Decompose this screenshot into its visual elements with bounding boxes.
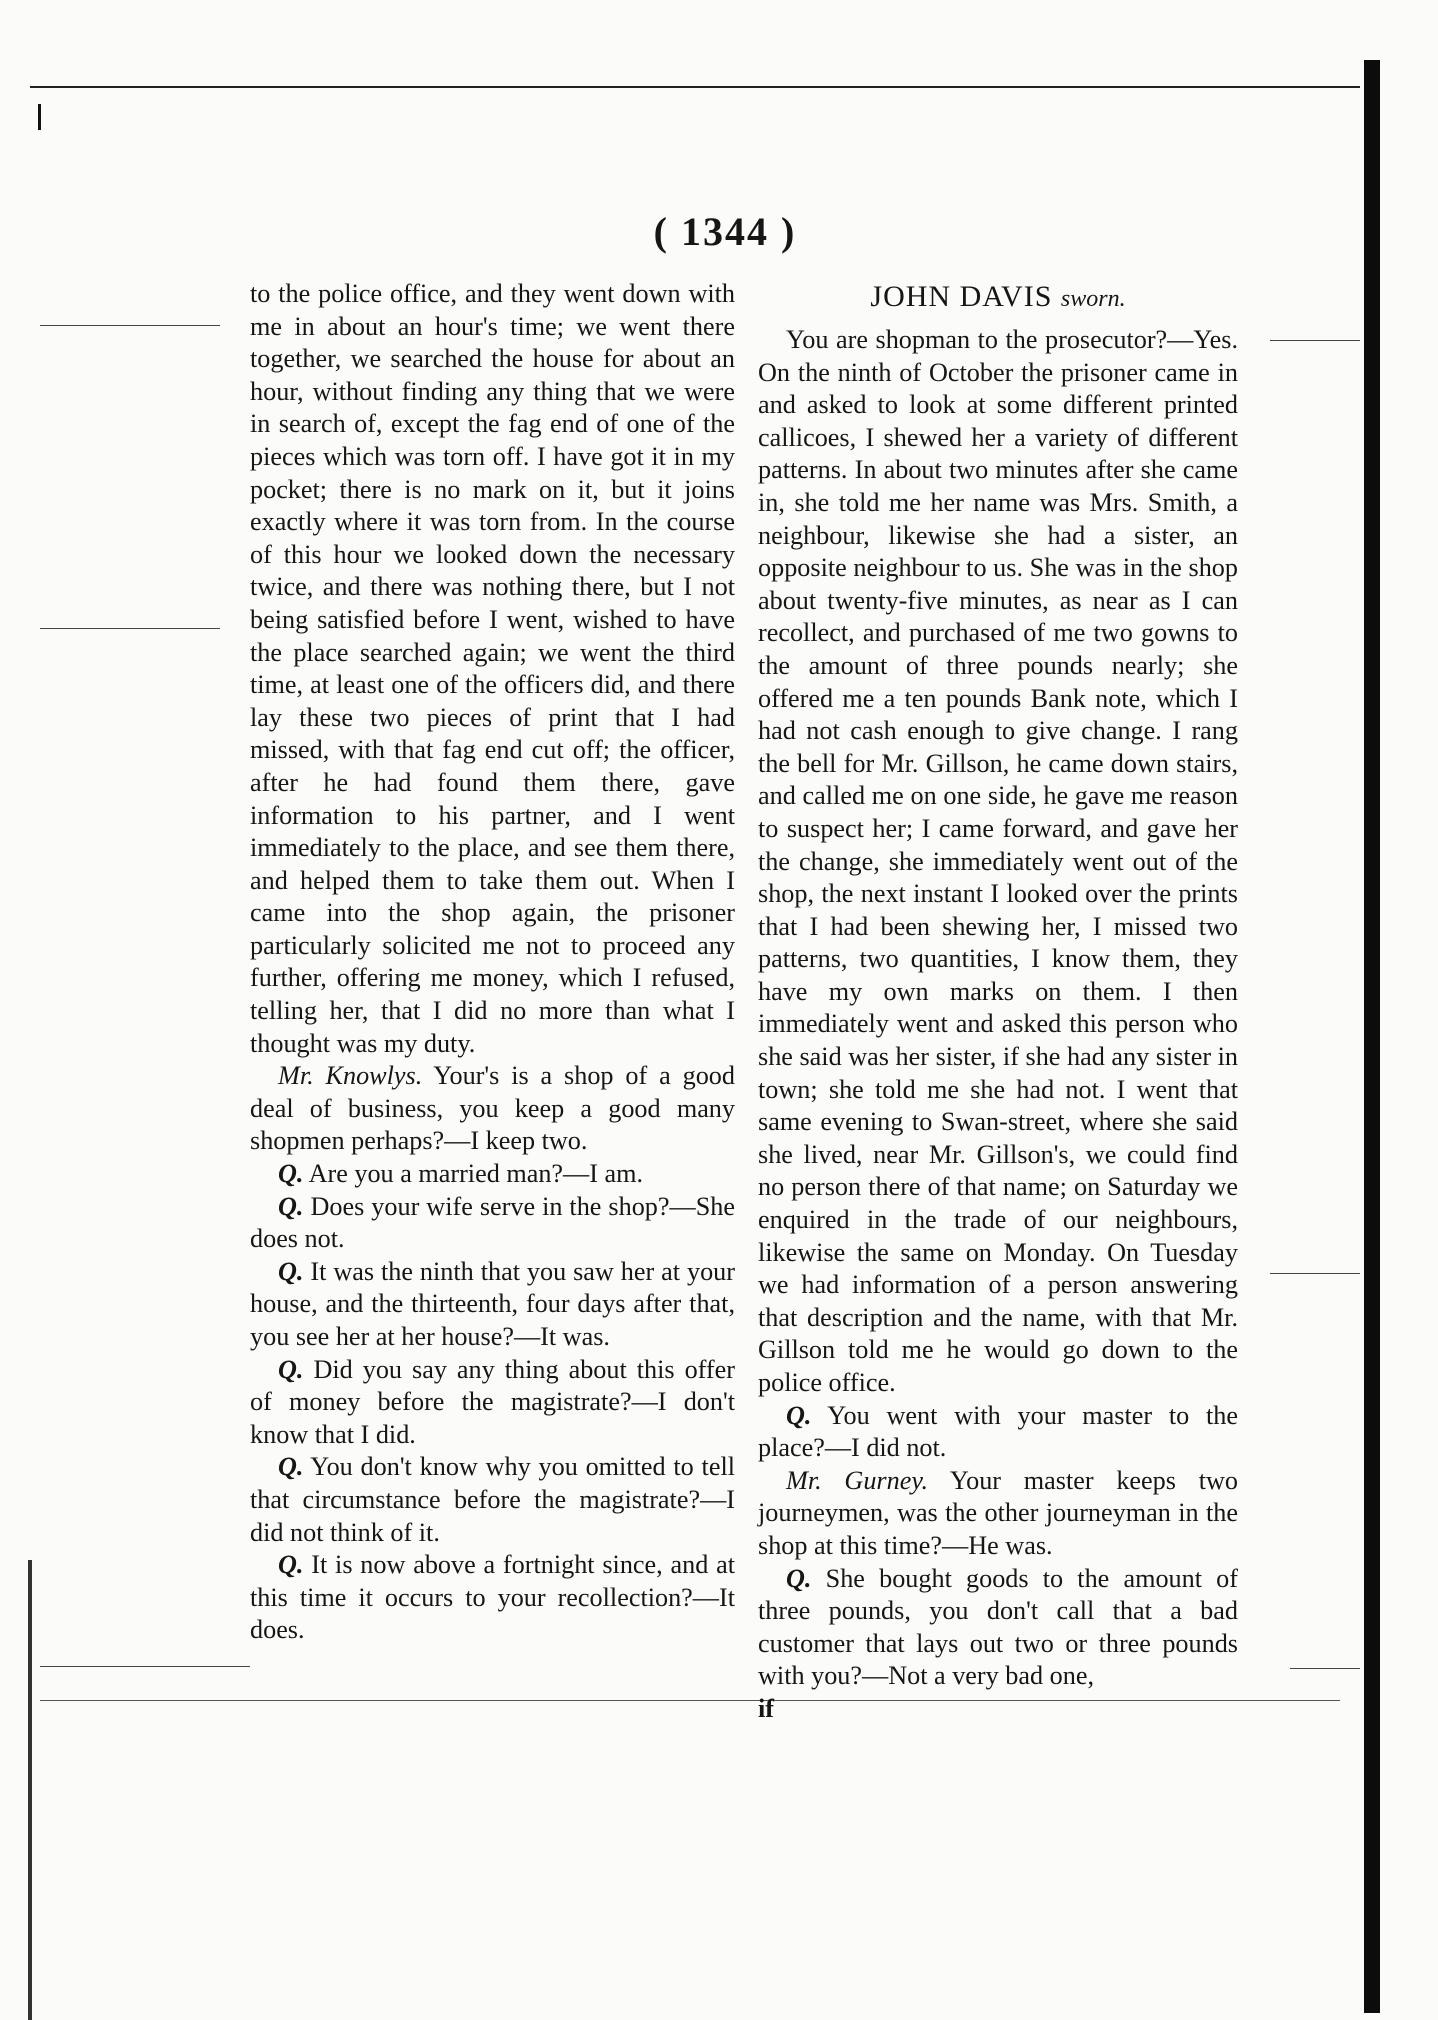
question-marker: Q. [278,1159,304,1189]
left-paragraph-5 [250,1256,735,1354]
right-paragraph-4 [758,1563,1238,1693]
paragraph-text: Does your wife serve in the shop?—She does not. [250,1191,735,1254]
left-paragraph-3 [250,1158,735,1191]
speaker-label: Mr. Knowlys. [278,1061,423,1091]
paragraph-text: Did you say any thing about this offer of money before the magistrate?—I don't know that I did. [250,1354,735,1449]
left-margin-mark [38,104,41,130]
catchword: if [758,1693,774,1723]
left-paragraph-8 [250,1549,735,1647]
right-paragraph-1: You are shopman to the prosecutor?—Yes. On the ninth of October the prisoner came in and asked to look at some different printed callicoes, I shewed her a variety of different patterns. In about two minutes after she came in, she told me her name was Mrs. Smith, a neighbour, likewise she had a sister, an opposite neighbour to us. She was in the shop about twenty-five minutes, as near as I can recollect, and purchased of me two gowns to the amount of three pounds nearly; she offered me a ten pounds Bank note, which I had not cash enough to give change. I rang the bell for Mr. Gillson, he came down stairs, and called me on one side, he gave me reason to suspect her; I came forward, and gave her the change, she immediately went out of the shop, the next instant I looked over the prints that I had been shewing her, I missed two patterns, two quantities, I know them, they have my own marks on them. I then immediately went and asked this person who she said was her sister, if she had any sister in town; she told me she had not. I went that same evening to Swan-street, where she said she lived, near Mr. Gillson's, we could find no person there of that name; on Saturday we enquired in the trade of our neighbours, likewise the same on Monday. On Tuesday we had information of a person answering that description and the name, with that Mr. Gillson told me he would go down to the police office. [758,325,1238,1397]
paragraph-text: It was the ninth that you saw her at your house, and the thirteenth, four days after that, you see her at her house?—It was. [250,1256,735,1351]
paragraph-text: Your's is a shop of a good deal of business, you keep a good many shopmen perhaps?—I keep two. [250,1061,735,1156]
scan-line-6 [1270,1273,1360,1274]
question-marker: Q. [278,1191,304,1221]
right-paragraph-3 [758,1465,1238,1563]
scan-line-5 [1290,1668,1360,1669]
left-paragraph-4 [250,1191,735,1256]
question-marker: Q. [786,1563,812,1593]
paragraph-text: You don't know why you omitted to tell that circumstance before the magistrate?—I did not think of it. [250,1452,735,1547]
right-paragraph-2 [758,1400,1238,1465]
paragraph-text: Are you a married man?—I am. [303,1159,644,1189]
question-marker: Q. [278,1550,304,1580]
question-marker: Q. [278,1354,304,1384]
scan-line-1 [40,325,220,326]
witness-name: JOHN DAVIS [870,280,1053,313]
scan-line-2 [40,628,220,629]
paragraph-text: She bought goods to the amount of three pounds, you don't call that a bad customer that lays out two or three pounds with you?—Not a very bad one, [758,1563,1238,1691]
paragraph-text: You went with your master to the place?—I did not. [758,1400,1238,1463]
left-paragraph-6 [250,1354,735,1452]
left-column [250,278,735,1647]
witness-sworn: sworn. [1060,286,1126,312]
witness-heading [758,278,1238,318]
scan-line-7 [1270,340,1360,341]
paragraph-text: It is now above a fortnight since, and at this time it occurs to your recollection?—It does. [250,1550,735,1645]
question-marker: Q. [278,1256,304,1286]
speaker-label: Mr. Gurney. [786,1465,929,1495]
left-margin-stub [28,1560,32,2020]
left-paragraph-2 [250,1060,735,1158]
question-marker: Q. [278,1452,304,1482]
question-marker: Q. [786,1400,812,1430]
paragraph-text: Your master keeps two journeymen, was the other journeyman in the shop at this time?—He was. [758,1465,1238,1560]
right-edge-bar [1364,60,1380,2013]
left-paragraph-7 [250,1451,735,1549]
page-number: ( 1344 ) [653,209,797,254]
right-column [758,278,1238,1726]
scan-line-3 [40,1666,250,1667]
top-scan-rule [30,86,1360,88]
left-paragraph-1: to the police office, and they went down with me in about an hour's time; we went there together, we searched the house for about an hour, without finding any thing that we were in search of, except the fag end of one of the pieces which was torn off. I have got it in my pocket; there is no mark on it, but it joins exactly where it was torn from. In the course of this hour we looked down the necessary twice, and there was nothing there, but I not being satisfied before I went, wished to have the place searched again; we went the third time, at least one of the officers did, and there lay these two pieces of print that I had missed, with that fag end cut off; the officer, after he had found them there, gave information to his partner, and I went immediately to the place, and see them there, and helped them to take them out. When I came into the shop again, the prisoner particularly solicited me not to proceed any further, offering me money, which I refused, telling her, that I did no more than what I thought was my duty. [250,279,735,1058]
